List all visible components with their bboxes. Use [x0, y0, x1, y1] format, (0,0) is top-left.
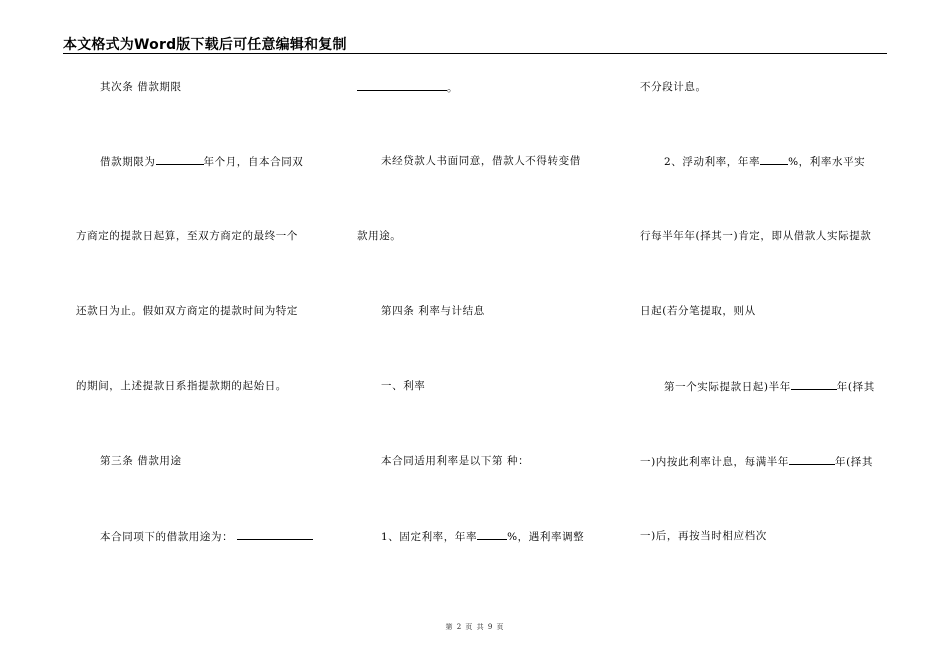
paragraph-line — [640, 229, 871, 243]
text-run: 其次条 借款期限 — [100, 81, 182, 93]
paragraph-line — [76, 80, 182, 94]
text-run: 未经贷款人书面同意，借款人不得转变借 — [381, 155, 581, 167]
paragraph-line — [357, 454, 529, 468]
paragraph-line — [640, 454, 873, 469]
text-run: %，利率水平实 — [788, 156, 866, 168]
paragraph-line — [76, 529, 313, 544]
fill-blank — [791, 379, 837, 390]
text-run: 方商定的提款日起算，至双方商定的最终一个 — [76, 230, 298, 242]
fill-blank — [237, 529, 313, 540]
text-run: 日起(若分笔提取，则从 — [640, 305, 756, 317]
paragraph-line — [357, 229, 401, 243]
text-run: 第四条 利率与计结息 — [381, 305, 485, 317]
document-header-title: 本文格式为Word版下载后可任意编辑和复制 — [63, 37, 347, 53]
page-number-footer: 第 2 页 共 9 页 — [445, 623, 505, 631]
text-run: 一、利率 — [381, 380, 426, 392]
text-run: 一)内按此利率计息，每满半年 — [640, 456, 789, 468]
text-run: 款用途。 — [357, 230, 402, 242]
paragraph-line — [357, 80, 458, 95]
paragraph-line — [640, 529, 767, 543]
text-run: 的期间，上述提款日系指提款期的起始日。 — [76, 380, 287, 392]
text-run: 一)后，再按当时相应档次 — [640, 530, 767, 542]
paragraph-line — [357, 304, 485, 318]
paragraph-line — [357, 154, 581, 168]
text-run: 本合同适用利率是以下第 种： — [381, 455, 530, 467]
text-run: 。 — [447, 82, 459, 94]
fill-blank — [357, 80, 447, 91]
paragraph-line — [640, 80, 707, 94]
paragraph-line — [76, 154, 303, 169]
text-run: 借款期限为 — [100, 156, 156, 168]
paragraph-line — [76, 379, 287, 393]
text-run: 第一个实际提款日起)半年 — [664, 381, 791, 393]
text-run: 年个月，自本合同双 — [203, 156, 304, 168]
text-run: 第三条 借款用途 — [100, 455, 182, 467]
paragraph-line — [640, 379, 875, 394]
fill-blank — [156, 154, 204, 165]
paragraph-line — [76, 229, 298, 243]
text-run: 本合同项下的借款用途为： — [100, 531, 234, 543]
text-column-3 — [640, 0, 890, 600]
text-column-2 — [357, 0, 607, 600]
text-run: 年(择其 — [835, 456, 873, 468]
text-column-1 — [76, 0, 324, 600]
paragraph-line — [640, 304, 756, 318]
text-run: 还款日为止。假如双方商定的提款时间为特定 — [76, 305, 298, 317]
text-run: 年(择其 — [836, 381, 875, 393]
paragraph-line — [76, 454, 182, 468]
text-run: %，遇利率调整 — [507, 531, 585, 543]
paragraph-line — [357, 379, 425, 393]
text-run: 1、固定利率，年率 — [381, 531, 478, 543]
paragraph-line — [357, 529, 584, 544]
fill-blank — [477, 529, 507, 540]
text-run: 不分段计息。 — [640, 81, 707, 93]
text-run: 行每半年年(择其一)肯定，即从借款人实际提款 — [640, 230, 872, 242]
fill-blank — [789, 454, 835, 465]
paragraph-line — [640, 154, 865, 169]
fill-blank — [760, 154, 788, 165]
paragraph-line — [76, 304, 298, 318]
text-run: 2、浮动利率，年率 — [664, 156, 761, 168]
